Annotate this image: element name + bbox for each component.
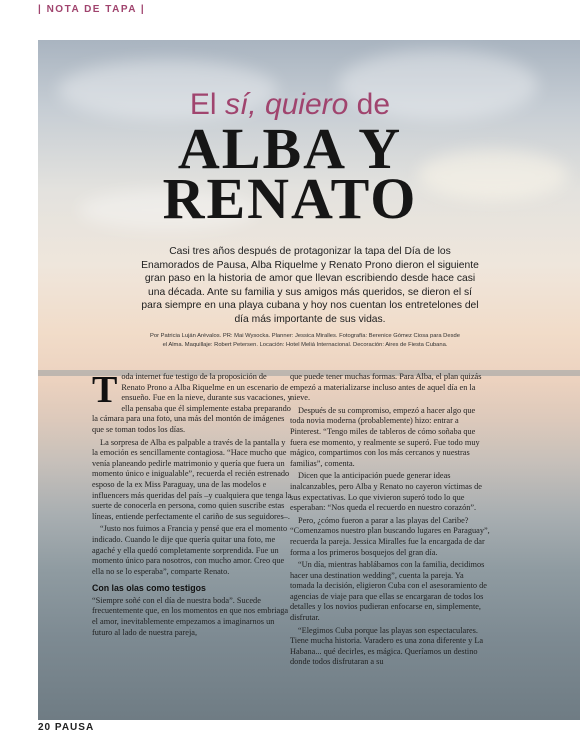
section-header: | NOTA DE TAPA | [38,4,146,15]
title-line-2: RENATO [162,166,418,231]
paragraph: “Siempre soñé con el día de nuestra boda”. Sucede frecuentemente que, en los momentos en que nos embriaga el amor, inevitablemente empezamos a imaginarnos un futuro al lado de nuestra pareja, [92,595,289,637]
credits: Por Patricia Luján Arévalos. PR: Mai Wysocka. Planner: Jessica Miralles. Fotografía: Berenice Gómez Ciosa para Desde el Alma. Maquillaje: Robert Petersen. Locación: Hotel Meliá Internacional. Decoración: Aires de Fiesta Cubana. [150,333,460,348]
column-1 [92,369,292,640]
intro-paragraph: Casi tres años después de protagonizar la tapa del Día de los Enamorados de Pausa, Alba Riquelme y Renato Prono dieron el siguiente gran paso en la historia de amor que llevan escribiendo desde hace casi una década. Ante su familia y sus amigos más queridos, se dieron el sí para siempre en una playa cubana y hoy nos cuentan los entretelones del día más importante de sus vidas. [141,246,479,325]
title-prefix: El sí, quiero de [189,88,391,121]
paragraph: que puede tener muchas formas. Para Alba, el plan quizás empezó a materializarse incluso antes de aquel día en la nieve. [290,372,482,403]
paragraph: “Justo nos fuimos a Francia y pensé que era el momento indicado. Cuando le dije que quería quitar una foto, me agaché y ella quedó completamente sorprendida. Fue un momento único para nosotros, con mucho amor. Creo que ella no se lo esperaba”, comparte Renato. [92,524,288,576]
subheading: Con las olas como testigos [92,583,206,594]
paragraph: Toda internet fue testigo de la proposición de Renato Prono a Alba Riquelme en un escenario de ensueño. Fue en la nieve, durante sus vacaciones, y ella pensaba que él simplemente estaba preparando la cámara para una foto, una más del montón de imágenes que se toman todos los días. [92,369,292,434]
paragraph: “Un día, mientras hablábamos con la familia, decidimos hacer una destination wedding”, cuenta la pareja. Ya tomada la decisión, eligieron Cuba con el asesoramiento de agencias de viaje para que ellas se encargaran de todos los detalles y los novios pudieran enfocarse en, simplemente, disfrutar. [290,560,487,623]
page-number: 20 [38,722,52,733]
drop-cap: T [92,369,118,411]
paragraph: Dicen que la anticipación puede generar ideas inalcanzables, pero Alba y Renato no cayeron víctimas de sus expectativas. Lo que vivieron superó todo lo que esperaban: “Nos queda el recuerdo en nuestro corazón”. [290,471,482,513]
paragraph: Después de su compromiso, empezó a hacer algo que toda novia moderna (probablemente) hizo: entrar a Pinterest. “Tengo miles de tableros de cómo soñaba que fuera ese momento, y realmente se superó. Fue todo muy mágico, compartimos con los más cercanos y nuestras familias”, comenta. [290,405,480,468]
paragraph: “Elegimos Cuba porque las playas son espectaculares. Tiene mucha historia. Varadero es una zona diferente y La Habana... qué decirles, es mágica. Queríamos un destino donde todos disfrutaran a su [290,625,484,667]
column-2 [290,372,490,670]
paragraph: Pero, ¿cómo fueron a parar a las playas del Caribe? “Comenzamos nuestro plan buscando lugares en Paraguay”, recuerda la pareja. Jessica Miralles fue la encargada de dar forma a los primeros bosquejos del gran día. [290,515,490,557]
page-footer [38,722,94,733]
brand-name: PAUSA [54,722,95,733]
title-line-1: ALBA Y [177,116,403,181]
paragraph: La sorpresa de Alba es palpable a través de la pantalla y la emoción es sencillamente contagiosa. “Hace mucho que venía planeando pedirle matrimonio y quería que fuera un momento único e inigualable”, recuerda el recién estrenado esposo de la ex Miss Paraguay, una de las modelos e influencers más queridas del país –y cualquiera que tenga la suerte de conocerla en persona, como quien suscribe estas líneas, entiende perfectamente el cariño de sus seguidores–. [92,437,292,521]
